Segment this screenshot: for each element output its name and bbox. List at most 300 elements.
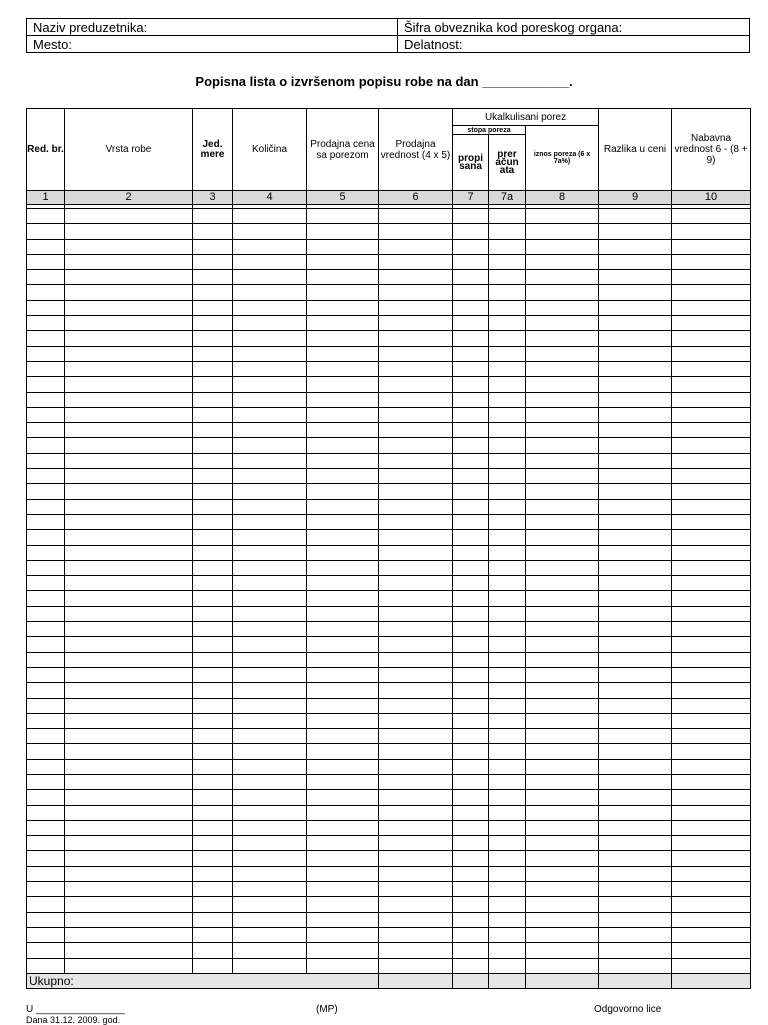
table-cell[interactable] <box>599 499 672 514</box>
table-cell[interactable] <box>193 224 233 239</box>
table-cell[interactable] <box>233 882 307 897</box>
table-cell[interactable] <box>65 407 193 422</box>
table-cell[interactable] <box>65 499 193 514</box>
table-cell[interactable] <box>599 836 672 851</box>
table-cell[interactable] <box>489 224 526 239</box>
table-cell[interactable] <box>27 820 65 835</box>
table-cell[interactable] <box>307 254 379 269</box>
table-cell[interactable] <box>489 209 526 224</box>
table-cell[interactable] <box>599 866 672 881</box>
table-cell[interactable] <box>453 300 489 315</box>
table-cell[interactable] <box>453 774 489 789</box>
table-cell[interactable] <box>379 851 453 866</box>
table-cell[interactable] <box>27 407 65 422</box>
table-cell[interactable] <box>307 606 379 621</box>
table-cell[interactable] <box>489 331 526 346</box>
table-cell[interactable] <box>453 377 489 392</box>
table-cell[interactable] <box>307 469 379 484</box>
table-cell[interactable] <box>672 836 751 851</box>
table-cell[interactable] <box>453 805 489 820</box>
table-cell[interactable] <box>599 912 672 927</box>
table-cell[interactable] <box>526 637 599 652</box>
table-cell[interactable] <box>65 270 193 285</box>
table-cell[interactable] <box>526 453 599 468</box>
table-cell[interactable] <box>233 820 307 835</box>
table-cell[interactable] <box>599 209 672 224</box>
total-cell[interactable] <box>526 973 599 988</box>
table-cell[interactable] <box>672 637 751 652</box>
table-cell[interactable] <box>233 576 307 591</box>
table-cell[interactable] <box>672 285 751 300</box>
table-cell[interactable] <box>526 958 599 973</box>
table-cell[interactable] <box>233 270 307 285</box>
table-cell[interactable] <box>307 866 379 881</box>
table-cell[interactable] <box>453 713 489 728</box>
table-cell[interactable] <box>489 469 526 484</box>
table-cell[interactable] <box>193 958 233 973</box>
table-cell[interactable] <box>193 897 233 912</box>
table-cell[interactable] <box>599 392 672 407</box>
table-cell[interactable] <box>526 300 599 315</box>
table-cell[interactable] <box>233 407 307 422</box>
table-cell[interactable] <box>379 423 453 438</box>
table-cell[interactable] <box>599 790 672 805</box>
table-cell[interactable] <box>489 239 526 254</box>
table-cell[interactable] <box>672 453 751 468</box>
table-cell[interactable] <box>453 882 489 897</box>
table-cell[interactable] <box>27 484 65 499</box>
table-cell[interactable] <box>599 285 672 300</box>
table-cell[interactable] <box>489 836 526 851</box>
table-cell[interactable] <box>27 423 65 438</box>
table-cell[interactable] <box>672 958 751 973</box>
table-cell[interactable] <box>672 774 751 789</box>
table-cell[interactable] <box>27 667 65 682</box>
table-cell[interactable] <box>453 851 489 866</box>
table-cell[interactable] <box>307 805 379 820</box>
table-cell[interactable] <box>65 744 193 759</box>
table-cell[interactable] <box>453 622 489 637</box>
table-cell[interactable] <box>233 209 307 224</box>
table-cell[interactable] <box>65 300 193 315</box>
table-cell[interactable] <box>233 377 307 392</box>
table-cell[interactable] <box>27 958 65 973</box>
table-cell[interactable] <box>453 254 489 269</box>
table-cell[interactable] <box>526 591 599 606</box>
table-cell[interactable] <box>307 820 379 835</box>
table-cell[interactable] <box>307 713 379 728</box>
table-cell[interactable] <box>489 759 526 774</box>
table-cell[interactable] <box>193 744 233 759</box>
table-cell[interactable] <box>307 927 379 942</box>
table-cell[interactable] <box>307 545 379 560</box>
table-cell[interactable] <box>233 698 307 713</box>
table-cell[interactable] <box>672 927 751 942</box>
table-cell[interactable] <box>599 622 672 637</box>
table-cell[interactable] <box>489 927 526 942</box>
table-cell[interactable] <box>453 927 489 942</box>
table-cell[interactable] <box>453 407 489 422</box>
table-cell[interactable] <box>193 622 233 637</box>
table-cell[interactable] <box>453 912 489 927</box>
table-cell[interactable] <box>526 392 599 407</box>
table-cell[interactable] <box>672 759 751 774</box>
table-cell[interactable] <box>453 239 489 254</box>
table-cell[interactable] <box>526 713 599 728</box>
table-cell[interactable] <box>307 484 379 499</box>
table-cell[interactable] <box>489 897 526 912</box>
table-cell[interactable] <box>489 683 526 698</box>
table-cell[interactable] <box>233 729 307 744</box>
total-cell[interactable] <box>599 973 672 988</box>
table-cell[interactable] <box>27 224 65 239</box>
table-cell[interactable] <box>27 254 65 269</box>
table-cell[interactable] <box>526 576 599 591</box>
table-cell[interactable] <box>526 423 599 438</box>
table-cell[interactable] <box>489 729 526 744</box>
table-cell[interactable] <box>453 285 489 300</box>
table-cell[interactable] <box>193 453 233 468</box>
table-cell[interactable] <box>379 759 453 774</box>
table-cell[interactable] <box>193 912 233 927</box>
table-cell[interactable] <box>233 637 307 652</box>
table-cell[interactable] <box>379 254 453 269</box>
table-cell[interactable] <box>453 514 489 529</box>
table-cell[interactable] <box>526 729 599 744</box>
table-cell[interactable] <box>453 637 489 652</box>
table-cell[interactable] <box>233 514 307 529</box>
table-cell[interactable] <box>379 882 453 897</box>
table-cell[interactable] <box>193 667 233 682</box>
table-cell[interactable] <box>672 683 751 698</box>
table-cell[interactable] <box>193 438 233 453</box>
table-cell[interactable] <box>489 285 526 300</box>
table-cell[interactable] <box>65 882 193 897</box>
table-cell[interactable] <box>27 361 65 376</box>
table-cell[interactable] <box>233 530 307 545</box>
table-cell[interactable] <box>453 499 489 514</box>
table-cell[interactable] <box>307 377 379 392</box>
table-cell[interactable] <box>453 484 489 499</box>
table-cell[interactable] <box>193 530 233 545</box>
table-cell[interactable] <box>307 729 379 744</box>
table-cell[interactable] <box>193 545 233 560</box>
table-cell[interactable] <box>453 438 489 453</box>
table-cell[interactable] <box>453 667 489 682</box>
table-cell[interactable] <box>526 239 599 254</box>
table-cell[interactable] <box>379 576 453 591</box>
table-cell[interactable] <box>307 361 379 376</box>
table-cell[interactable] <box>672 316 751 331</box>
table-cell[interactable] <box>526 469 599 484</box>
table-cell[interactable] <box>599 270 672 285</box>
table-cell[interactable] <box>526 912 599 927</box>
table-cell[interactable] <box>193 392 233 407</box>
table-cell[interactable] <box>599 316 672 331</box>
table-cell[interactable] <box>599 514 672 529</box>
table-cell[interactable] <box>27 560 65 575</box>
table-cell[interactable] <box>672 606 751 621</box>
table-cell[interactable] <box>27 591 65 606</box>
table-cell[interactable] <box>599 713 672 728</box>
table-cell[interactable] <box>307 698 379 713</box>
table-cell[interactable] <box>672 667 751 682</box>
table-cell[interactable] <box>672 866 751 881</box>
table-cell[interactable] <box>233 560 307 575</box>
table-cell[interactable] <box>526 744 599 759</box>
table-cell[interactable] <box>307 667 379 682</box>
table-cell[interactable] <box>193 423 233 438</box>
table-cell[interactable] <box>489 698 526 713</box>
table-cell[interactable] <box>307 392 379 407</box>
table-cell[interactable] <box>193 270 233 285</box>
table-cell[interactable] <box>672 270 751 285</box>
table-cell[interactable] <box>599 530 672 545</box>
table-cell[interactable] <box>453 698 489 713</box>
table-cell[interactable] <box>65 866 193 881</box>
table-cell[interactable] <box>379 637 453 652</box>
table-cell[interactable] <box>672 652 751 667</box>
table-cell[interactable] <box>233 392 307 407</box>
table-cell[interactable] <box>672 576 751 591</box>
table-cell[interactable] <box>65 836 193 851</box>
table-cell[interactable] <box>489 591 526 606</box>
table-cell[interactable] <box>599 958 672 973</box>
total-cell[interactable] <box>672 973 751 988</box>
table-cell[interactable] <box>379 912 453 927</box>
table-cell[interactable] <box>489 484 526 499</box>
table-cell[interactable] <box>193 316 233 331</box>
table-cell[interactable] <box>526 285 599 300</box>
table-cell[interactable] <box>193 331 233 346</box>
table-cell[interactable] <box>193 514 233 529</box>
table-cell[interactable] <box>599 453 672 468</box>
table-cell[interactable] <box>233 300 307 315</box>
table-cell[interactable] <box>27 805 65 820</box>
table-cell[interactable] <box>27 300 65 315</box>
table-cell[interactable] <box>453 759 489 774</box>
table-cell[interactable] <box>526 438 599 453</box>
table-cell[interactable] <box>65 698 193 713</box>
table-cell[interactable] <box>233 836 307 851</box>
table-cell[interactable] <box>599 377 672 392</box>
table-cell[interactable] <box>526 560 599 575</box>
table-cell[interactable] <box>379 698 453 713</box>
table-cell[interactable] <box>672 209 751 224</box>
table-cell[interactable] <box>379 927 453 942</box>
table-cell[interactable] <box>526 407 599 422</box>
table-cell[interactable] <box>65 423 193 438</box>
table-cell[interactable] <box>379 805 453 820</box>
place-field[interactable]: Mesto: <box>27 36 398 53</box>
table-cell[interactable] <box>526 836 599 851</box>
table-cell[interactable] <box>672 744 751 759</box>
table-cell[interactable] <box>672 820 751 835</box>
table-cell[interactable] <box>526 882 599 897</box>
table-cell[interactable] <box>27 790 65 805</box>
table-cell[interactable] <box>672 943 751 958</box>
table-cell[interactable] <box>599 683 672 698</box>
table-cell[interactable] <box>453 423 489 438</box>
table-cell[interactable] <box>307 224 379 239</box>
table-cell[interactable] <box>526 622 599 637</box>
table-cell[interactable] <box>599 300 672 315</box>
table-cell[interactable] <box>65 530 193 545</box>
table-cell[interactable] <box>65 851 193 866</box>
table-cell[interactable] <box>526 484 599 499</box>
table-cell[interactable] <box>599 239 672 254</box>
table-cell[interactable] <box>453 209 489 224</box>
table-cell[interactable] <box>672 331 751 346</box>
table-cell[interactable] <box>489 820 526 835</box>
table-cell[interactable] <box>307 499 379 514</box>
table-cell[interactable] <box>233 667 307 682</box>
table-cell[interactable] <box>379 897 453 912</box>
table-cell[interactable] <box>307 514 379 529</box>
table-cell[interactable] <box>233 346 307 361</box>
table-cell[interactable] <box>233 958 307 973</box>
table-cell[interactable] <box>65 667 193 682</box>
table-cell[interactable] <box>672 392 751 407</box>
table-cell[interactable] <box>65 683 193 698</box>
table-cell[interactable] <box>27 652 65 667</box>
table-cell[interactable] <box>193 774 233 789</box>
table-cell[interactable] <box>672 469 751 484</box>
table-cell[interactable] <box>489 377 526 392</box>
table-cell[interactable] <box>65 912 193 927</box>
table-cell[interactable] <box>27 453 65 468</box>
table-cell[interactable] <box>672 361 751 376</box>
table-cell[interactable] <box>489 361 526 376</box>
table-cell[interactable] <box>672 407 751 422</box>
table-cell[interactable] <box>27 912 65 927</box>
table-cell[interactable] <box>526 545 599 560</box>
table-cell[interactable] <box>65 239 193 254</box>
table-cell[interactable] <box>672 729 751 744</box>
table-cell[interactable] <box>27 377 65 392</box>
table-cell[interactable] <box>526 897 599 912</box>
table-cell[interactable] <box>379 652 453 667</box>
table-cell[interactable] <box>599 744 672 759</box>
table-cell[interactable] <box>672 254 751 269</box>
table-cell[interactable] <box>65 790 193 805</box>
table-cell[interactable] <box>489 652 526 667</box>
table-cell[interactable] <box>672 300 751 315</box>
table-cell[interactable] <box>672 377 751 392</box>
table-cell[interactable] <box>453 652 489 667</box>
table-cell[interactable] <box>526 698 599 713</box>
table-cell[interactable] <box>233 423 307 438</box>
table-cell[interactable] <box>599 805 672 820</box>
table-cell[interactable] <box>453 530 489 545</box>
table-cell[interactable] <box>27 576 65 591</box>
table-cell[interactable] <box>489 576 526 591</box>
table-cell[interactable] <box>526 652 599 667</box>
table-cell[interactable] <box>233 897 307 912</box>
table-cell[interactable] <box>27 698 65 713</box>
table-cell[interactable] <box>379 392 453 407</box>
table-cell[interactable] <box>193 790 233 805</box>
table-cell[interactable] <box>672 622 751 637</box>
table-cell[interactable] <box>526 851 599 866</box>
table-cell[interactable] <box>307 759 379 774</box>
table-cell[interactable] <box>379 943 453 958</box>
table-cell[interactable] <box>379 438 453 453</box>
table-cell[interactable] <box>526 209 599 224</box>
table-cell[interactable] <box>27 866 65 881</box>
table-cell[interactable] <box>65 254 193 269</box>
table-cell[interactable] <box>193 576 233 591</box>
table-cell[interactable] <box>672 591 751 606</box>
table-cell[interactable] <box>489 530 526 545</box>
table-cell[interactable] <box>526 683 599 698</box>
table-cell[interactable] <box>453 897 489 912</box>
table-cell[interactable] <box>453 316 489 331</box>
table-cell[interactable] <box>307 209 379 224</box>
table-cell[interactable] <box>672 912 751 927</box>
table-cell[interactable] <box>599 224 672 239</box>
table-cell[interactable] <box>233 866 307 881</box>
table-cell[interactable] <box>27 530 65 545</box>
table-cell[interactable] <box>233 912 307 927</box>
table-cell[interactable] <box>379 713 453 728</box>
table-cell[interactable] <box>233 744 307 759</box>
table-cell[interactable] <box>193 606 233 621</box>
table-cell[interactable] <box>65 514 193 529</box>
table-cell[interactable] <box>233 805 307 820</box>
table-cell[interactable] <box>307 744 379 759</box>
table-cell[interactable] <box>453 729 489 744</box>
table-cell[interactable] <box>526 331 599 346</box>
table-cell[interactable] <box>599 851 672 866</box>
table-cell[interactable] <box>379 270 453 285</box>
table-cell[interactable] <box>379 239 453 254</box>
company-name-field[interactable]: Naziv preduzetnika: <box>27 19 398 36</box>
table-cell[interactable] <box>379 729 453 744</box>
table-cell[interactable] <box>193 820 233 835</box>
table-cell[interactable] <box>599 774 672 789</box>
table-cell[interactable] <box>453 943 489 958</box>
table-cell[interactable] <box>453 790 489 805</box>
table-cell[interactable] <box>526 377 599 392</box>
table-cell[interactable] <box>599 407 672 422</box>
table-cell[interactable] <box>233 713 307 728</box>
table-cell[interactable] <box>307 560 379 575</box>
table-cell[interactable] <box>65 224 193 239</box>
table-cell[interactable] <box>65 606 193 621</box>
table-cell[interactable] <box>233 361 307 376</box>
table-cell[interactable] <box>672 423 751 438</box>
table-cell[interactable] <box>672 499 751 514</box>
table-cell[interactable] <box>672 514 751 529</box>
table-cell[interactable] <box>489 514 526 529</box>
table-cell[interactable] <box>307 912 379 927</box>
table-cell[interactable] <box>453 606 489 621</box>
table-cell[interactable] <box>307 576 379 591</box>
table-cell[interactable] <box>489 316 526 331</box>
table-cell[interactable] <box>599 897 672 912</box>
table-cell[interactable] <box>453 591 489 606</box>
table-cell[interactable] <box>599 469 672 484</box>
table-cell[interactable] <box>599 438 672 453</box>
table-cell[interactable] <box>65 392 193 407</box>
table-cell[interactable] <box>307 851 379 866</box>
table-cell[interactable] <box>599 637 672 652</box>
table-cell[interactable] <box>489 560 526 575</box>
table-cell[interactable] <box>599 882 672 897</box>
table-cell[interactable] <box>27 683 65 698</box>
table-cell[interactable] <box>27 897 65 912</box>
